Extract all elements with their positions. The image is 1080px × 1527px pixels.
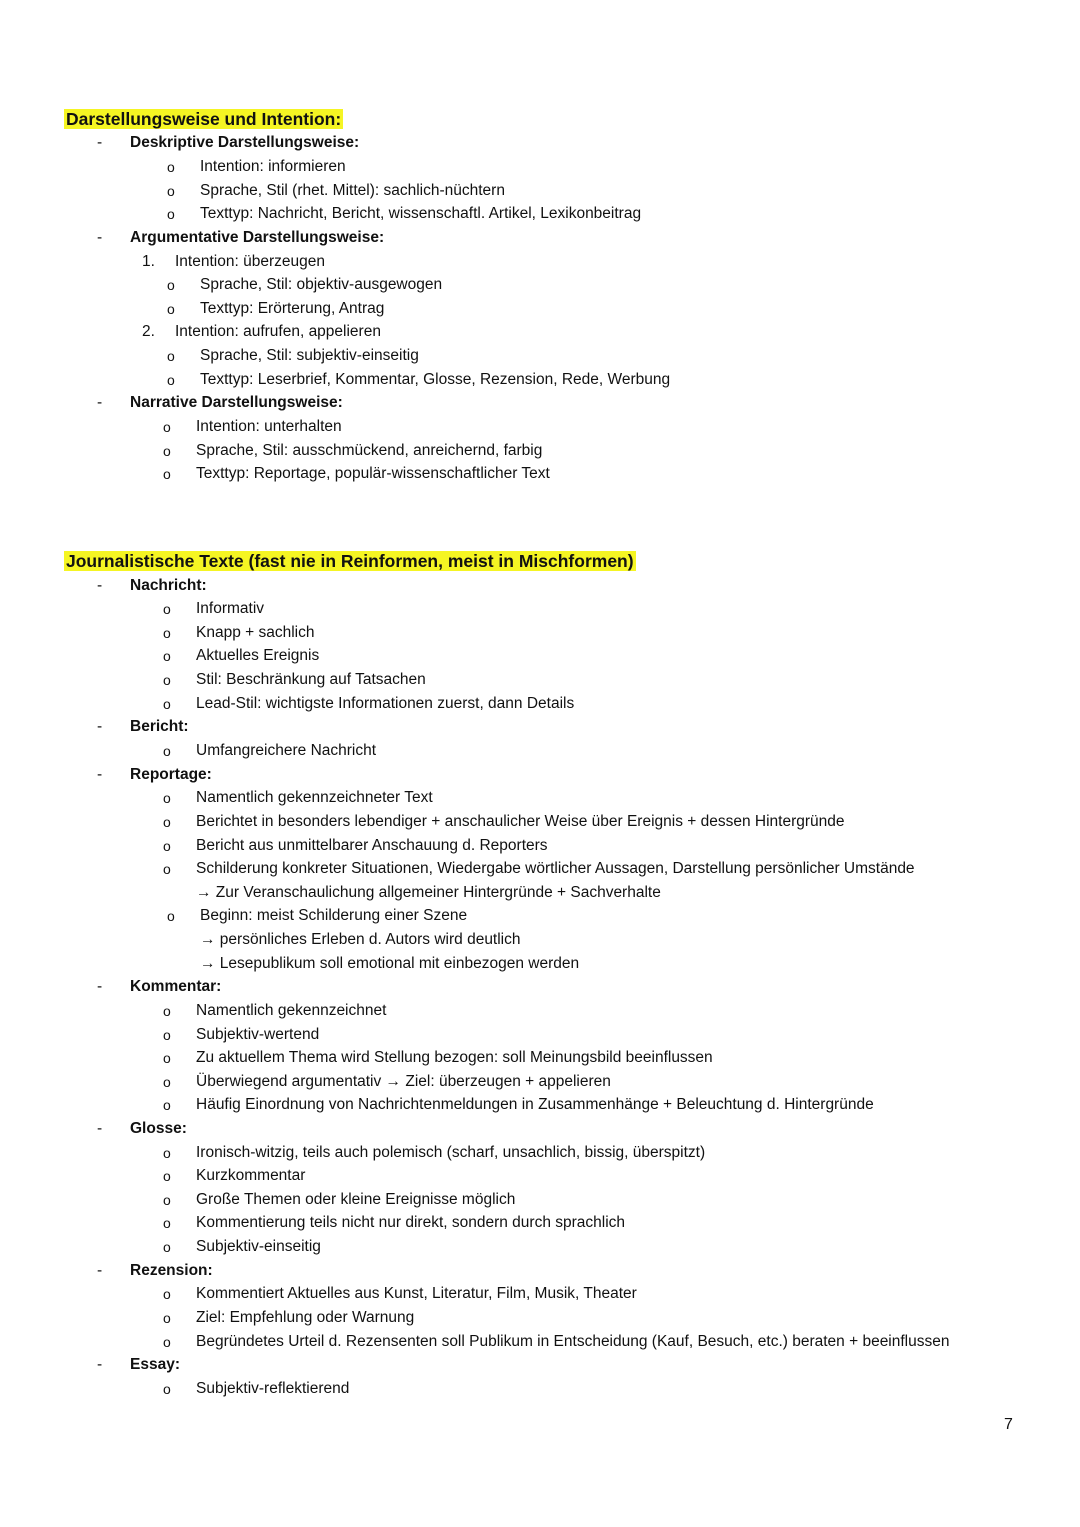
circle-bullet-icon: o (163, 1003, 171, 1019)
list-item: Bericht aus unmittelbarer Anschauung d. Reporters (196, 837, 548, 854)
list-item: Lead-Stil: wichtigste Informationen zuerst, dann Details (196, 695, 575, 712)
list-item: Intention: aufrufen, appelieren (175, 323, 381, 340)
subheading-glosse: Glosse: (130, 1120, 187, 1137)
list-number: 1. (142, 253, 155, 270)
circle-bullet-icon: o (163, 1050, 171, 1066)
dash-bullet: - (97, 718, 103, 735)
list-item: Ziel: Empfehlung oder Warnung (196, 1309, 415, 1326)
subheading-bericht: Bericht: (130, 718, 189, 735)
circle-bullet-icon: o (163, 1168, 171, 1184)
list-item: Namentlich gekennzeichneter Text (196, 789, 433, 806)
dash-bullet: - (97, 577, 103, 594)
dash-bullet: - (97, 1120, 103, 1137)
dash-bullet: - (97, 1356, 103, 1373)
subheading-reportage: Reportage: (130, 766, 212, 783)
circle-bullet-icon: o (167, 206, 175, 222)
list-item: Texttyp: Erörterung, Antrag (200, 300, 385, 317)
circle-bullet-icon: o (163, 838, 171, 854)
circle-bullet-icon: o (163, 443, 171, 459)
circle-bullet-icon: o (163, 672, 171, 688)
page-number: 7 (1004, 1416, 1013, 1433)
list-item: Kommentierung teils nicht nur direkt, sondern durch sprachlich (196, 1214, 626, 1231)
circle-bullet-icon: o (163, 1097, 171, 1113)
subheading-essay: Essay: (130, 1356, 180, 1373)
circle-bullet-icon: o (163, 814, 171, 830)
circle-bullet-icon: o (167, 348, 175, 364)
list-number: 2. (142, 323, 155, 340)
list-item: Begründetes Urteil d. Rezensenten soll Publikum in Entscheidung (Kauf, Besuch, etc.) beraten + beeinflussen (196, 1333, 950, 1350)
list-item: Subjektiv-wertend (196, 1026, 320, 1043)
circle-bullet-icon: o (167, 159, 175, 175)
section-heading-journalistische-texte-text: Journalistische Texte (fast nie in Reinformen, meist in Mischformen) (66, 551, 634, 571)
list-item: Informativ (196, 600, 265, 617)
dash-bullet: - (97, 229, 103, 246)
list-item: Beginn: meist Schilderung einer Szene (200, 907, 468, 924)
subheading-deskriptiv: Deskriptive Darstellungsweise: (130, 134, 360, 151)
circle-bullet-icon: o (163, 466, 171, 482)
list-item: Berichtet in besonders lebendiger + anschaulicher Weise über Ereignis + dessen Hintergründe (196, 813, 845, 830)
circle-bullet-icon: o (167, 277, 175, 293)
list-item: Sprache, Stil (rhet. Mittel): sachlich-nüchtern (200, 182, 505, 199)
subheading-argumentativ: Argumentative Darstellungsweise: (130, 229, 385, 246)
list-item: Sprache, Stil: subjektiv-einseitig (200, 347, 419, 364)
list-item: Namentlich gekennzeichnet (196, 1002, 387, 1019)
list-item: Aktuelles Ereignis (196, 647, 320, 664)
list-item: Ironisch-witzig, teils auch polemisch (scharf, unsachlich, bissig, überspitzt) (196, 1144, 706, 1161)
circle-bullet-icon: o (163, 648, 171, 664)
circle-bullet-icon: o (163, 1334, 171, 1350)
list-item: Überwiegend argumentativ → Ziel: überzeugen + appelieren (196, 1073, 611, 1090)
dash-bullet: - (97, 1262, 103, 1279)
subheading-narrativ: Narrative Darstellungsweise: (130, 394, 343, 411)
list-item: Texttyp: Nachricht, Bericht, wissenschaftl. Artikel, Lexikonbeitrag (200, 205, 642, 222)
list-item: Umfangreichere Nachricht (196, 742, 377, 759)
list-item-continuation: → Lesepublikum soll emotional mit einbezogen werden (200, 955, 580, 972)
list-item: Kurzkommentar (196, 1167, 306, 1184)
circle-bullet-icon: o (163, 601, 171, 617)
subheading-kommentar: Kommentar: (130, 978, 222, 995)
circle-bullet-icon: o (163, 743, 171, 759)
circle-bullet-icon: o (163, 1192, 171, 1208)
circle-bullet-icon: o (163, 419, 171, 435)
list-item-continuation: → Zur Veranschaulichung allgemeiner Hintergründe + Sachverhalte (196, 884, 661, 901)
circle-bullet-icon: o (167, 301, 175, 317)
dash-bullet: - (97, 394, 103, 411)
circle-bullet-icon: o (163, 1310, 171, 1326)
subheading-nachricht: Nachricht: (130, 577, 207, 594)
section-heading-darstellungsweise-text: Darstellungsweise und Intention: (66, 109, 342, 129)
list-item: Knapp + sachlich (196, 624, 315, 641)
list-item: Große Themen oder kleine Ereignisse möglich (196, 1191, 516, 1208)
list-item: Intention: unterhalten (196, 418, 342, 435)
list-item: Kommentiert Aktuelles aus Kunst, Literatur, Film, Musik, Theater (196, 1285, 637, 1302)
circle-bullet-icon: o (167, 183, 175, 199)
list-item: Texttyp: Reportage, populär-wissenschaftlicher Text (196, 465, 550, 482)
circle-bullet-icon: o (163, 1215, 171, 1231)
list-item: Intention: überzeugen (175, 253, 325, 270)
circle-bullet-icon: o (163, 1239, 171, 1255)
circle-bullet-icon: o (163, 861, 171, 877)
list-item: Zu aktuellem Thema wird Stellung bezogen: soll Meinungsbild beeinflussen (196, 1049, 713, 1066)
circle-bullet-icon: o (163, 790, 171, 806)
list-item: Häufig Einordnung von Nachrichtenmeldungen in Zusammenhänge + Beleuchtung d. Hintergründe (196, 1096, 874, 1113)
section-heading-journalistische-texte (64, 550, 636, 572)
list-item-continuation: → persönliches Erleben d. Autors wird deutlich (200, 931, 521, 948)
list-item: Sprache, Stil: objektiv-ausgewogen (200, 276, 443, 293)
section-heading-darstellungsweise (64, 108, 343, 130)
list-item: Sprache, Stil: ausschmückend, anreichernd, farbig (196, 442, 543, 459)
dash-bullet: - (97, 766, 103, 783)
circle-bullet-icon: o (163, 1145, 171, 1161)
circle-bullet-icon: o (163, 1074, 171, 1090)
list-item: Texttyp: Leserbrief, Kommentar, Glosse, Rezension, Rede, Werbung (200, 371, 671, 388)
circle-bullet-icon: o (163, 696, 171, 712)
list-item: Stil: Beschränkung auf Tatsachen (196, 671, 426, 688)
circle-bullet-icon: o (167, 372, 175, 388)
list-item: Intention: informieren (200, 158, 346, 175)
list-item: Subjektiv-reflektierend (196, 1380, 350, 1397)
list-item: Subjektiv-einseitig (196, 1238, 321, 1255)
circle-bullet-icon: o (167, 908, 175, 924)
circle-bullet-icon: o (163, 1381, 171, 1397)
circle-bullet-icon: o (163, 1027, 171, 1043)
subheading-rezension: Rezension: (130, 1262, 213, 1279)
dash-bullet: - (97, 978, 103, 995)
list-item: Schilderung konkreter Situationen, Wiedergabe wörtlicher Aussagen, Darstellung persönlicher Umstände (196, 860, 915, 877)
circle-bullet-icon: o (163, 1286, 171, 1302)
dash-bullet: - (97, 134, 103, 151)
circle-bullet-icon: o (163, 625, 171, 641)
